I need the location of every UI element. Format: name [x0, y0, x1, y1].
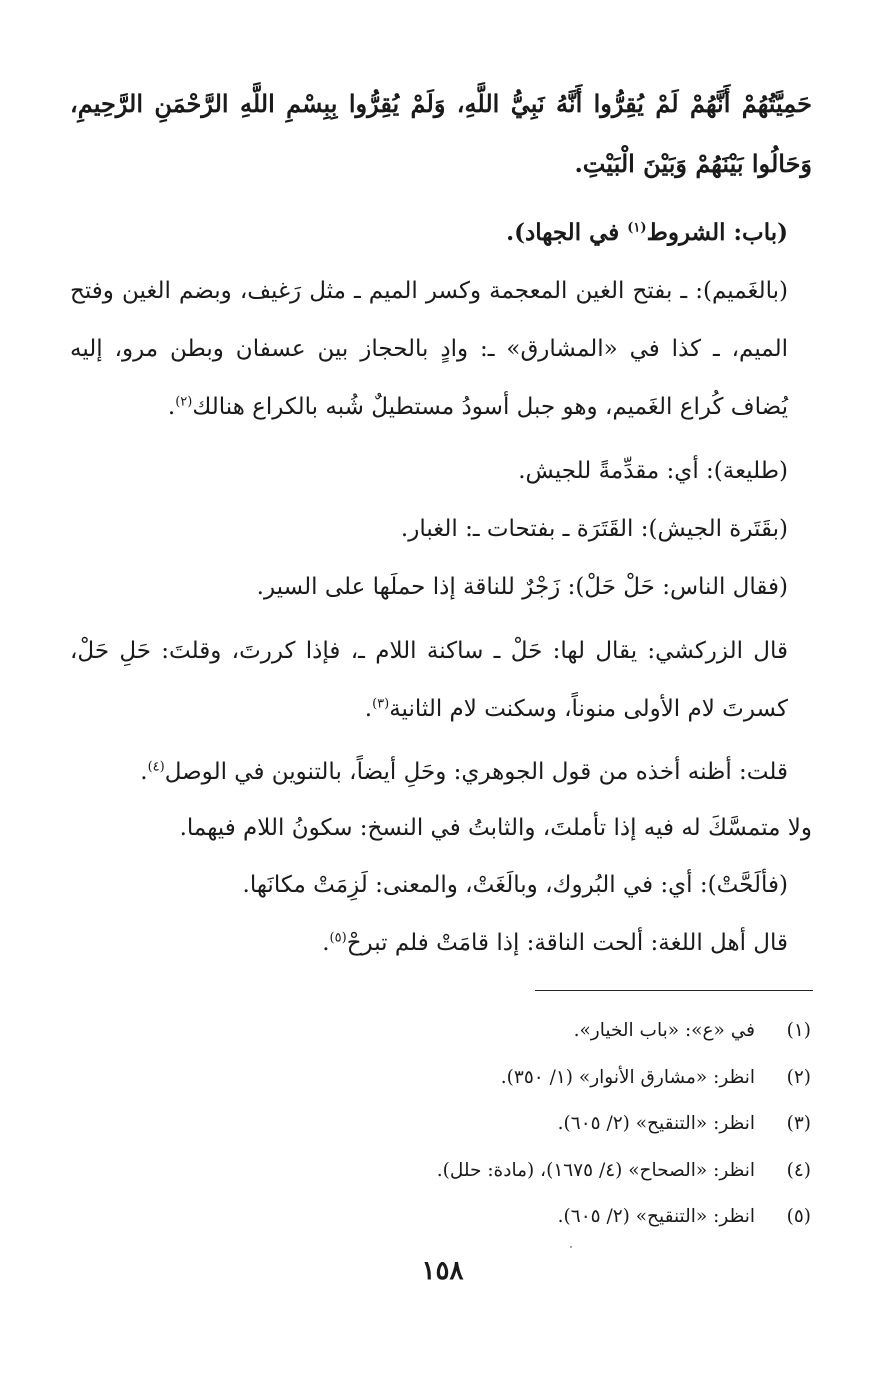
taliah-paragraph [70, 442, 812, 500]
zarkashi-paragraph [70, 622, 812, 738]
zarkashi-text: قال الزركشي: يقال لها: حَلْ ـ ساكنة اللام ـ، فإذا كررتَ، وقلتَ: حَلِ حَلْ، كسرتَ لام الأولى منوناً، وسكنت لام الثانية [70, 638, 788, 722]
hadith-text [70, 74, 812, 194]
hal-paragraph [70, 558, 812, 616]
footnote-ref-2[interactable]: (٢) [175, 394, 193, 410]
lughah-paragraph [70, 914, 812, 972]
main-text [70, 74, 812, 972]
print-speck [570, 1246, 572, 1248]
ghamim-paragraph [70, 262, 812, 436]
footnote-4 [93, 1148, 813, 1195]
footnote-2 [93, 1055, 813, 1102]
hadith-span: حَمِيَّتُهُمْ أَنَّهُمْ لَمْ يُقِرُّوا أَنَّهُ نَبِيُّ اللَّهِ، وَلَمْ يُقِرُّوا بِبِسْمِ اللَّهِ الرَّحْمَنِ الرَّحِيمِ، وَحَالُوا بَيْنَهُمْ وَبَيْنَ الْبَيْتِ. [70, 89, 812, 178]
chapter-heading [70, 204, 812, 262]
hal-text: (فقال الناس: حَلْ حَلْ): زَجْرٌ للناقة إذا حملَها على السير. [256, 574, 788, 600]
qultu-paragraph [70, 744, 812, 800]
qatarah-text: (بقَتَرة الجيش): القَتَرَة ـ بفتحات ـ: الغبار. [400, 516, 788, 542]
footnote-number: (٢) [786, 1066, 811, 1088]
footnotes [93, 1008, 813, 1241]
taliah-text: (طليعة): أي: مقدِّمةً للجيش. [518, 458, 788, 484]
footnote-ref-4[interactable]: (٤) [147, 759, 165, 775]
lughah-text: قال أهل اللغة: ألحت الناقة: إذا قامَتْ فلم تبرحْ [346, 930, 788, 956]
lughah-end: . [322, 930, 330, 956]
footnote-number: (١) [786, 1020, 811, 1041]
footnote-text: في «ع»: «باب الخيار». [573, 1020, 755, 1041]
qatarah-paragraph [70, 500, 812, 558]
footnote-number: (٥) [786, 1206, 811, 1227]
footnote-number: (٣) [786, 1113, 811, 1134]
footnote-5 [93, 1194, 813, 1241]
footnote-1 [93, 1008, 813, 1055]
footnote-ref-1[interactable]: (١) [627, 220, 647, 236]
footnote-text: انظر: «التنقيح» (٢/ ٦٠٥). [557, 1113, 755, 1134]
qultu-text: قلت: أظنه أخذه من قول الجوهري: وحَلِ أيضاً، بالتنوين في الوصل [164, 759, 788, 785]
chapter-title-end: في الجهاد). [506, 219, 628, 246]
footnote-text: انظر: «الصحاح» (٤/ ١٦٧٥)، (مادة: حلل). [436, 1159, 755, 1181]
zarkashi-end: . [364, 696, 373, 722]
chapter-title: (باب: الشروط [646, 219, 788, 246]
footnote-text: انظر: «التنقيح» (٢/ ٦٠٥). [557, 1206, 755, 1227]
footnote-text: انظر: «مشارق الأنوار» (١/ ٣٥٠). [500, 1066, 755, 1088]
footnote-divider [535, 990, 813, 991]
tamassuk-text: ولا متمسَّكَ له فيه إذا تأملتَ، والثابتُ في النسخ: سكونُ اللام فيهما. [179, 815, 812, 841]
page-number: ١٥٨ [421, 1256, 464, 1286]
tamassuk-paragraph [70, 800, 812, 856]
ghamim-text: (بالغَميم): ـ بفتح الغين المعجمة وكسر الميم ـ مثل رَغيف، وبضم الغين وفتح الميم، ـ كذا في «المشارق» ـ: وادٍ بالحجاز بين عسفان وبطن مرو، إليه يُضاف كُراع الغَميم، وهو جبل أسودُ مستطيلٌ شُبه بالكراع هنالك [70, 278, 788, 420]
footnote-ref-5[interactable]: (٥) [329, 930, 347, 946]
alahhat-paragraph [70, 856, 812, 914]
alahhat-text: (فألَحَّتْ): أي: في البُروك، وبالَغَتْ، والمعنى: لَزِمَتْ مكانَها. [242, 872, 788, 898]
footnote-3 [93, 1101, 813, 1148]
qultu-end: . [140, 759, 148, 785]
footnote-ref-3[interactable]: (٣) [372, 696, 390, 712]
ghamim-end: . [167, 394, 176, 420]
footnote-number: (٤) [786, 1159, 811, 1181]
